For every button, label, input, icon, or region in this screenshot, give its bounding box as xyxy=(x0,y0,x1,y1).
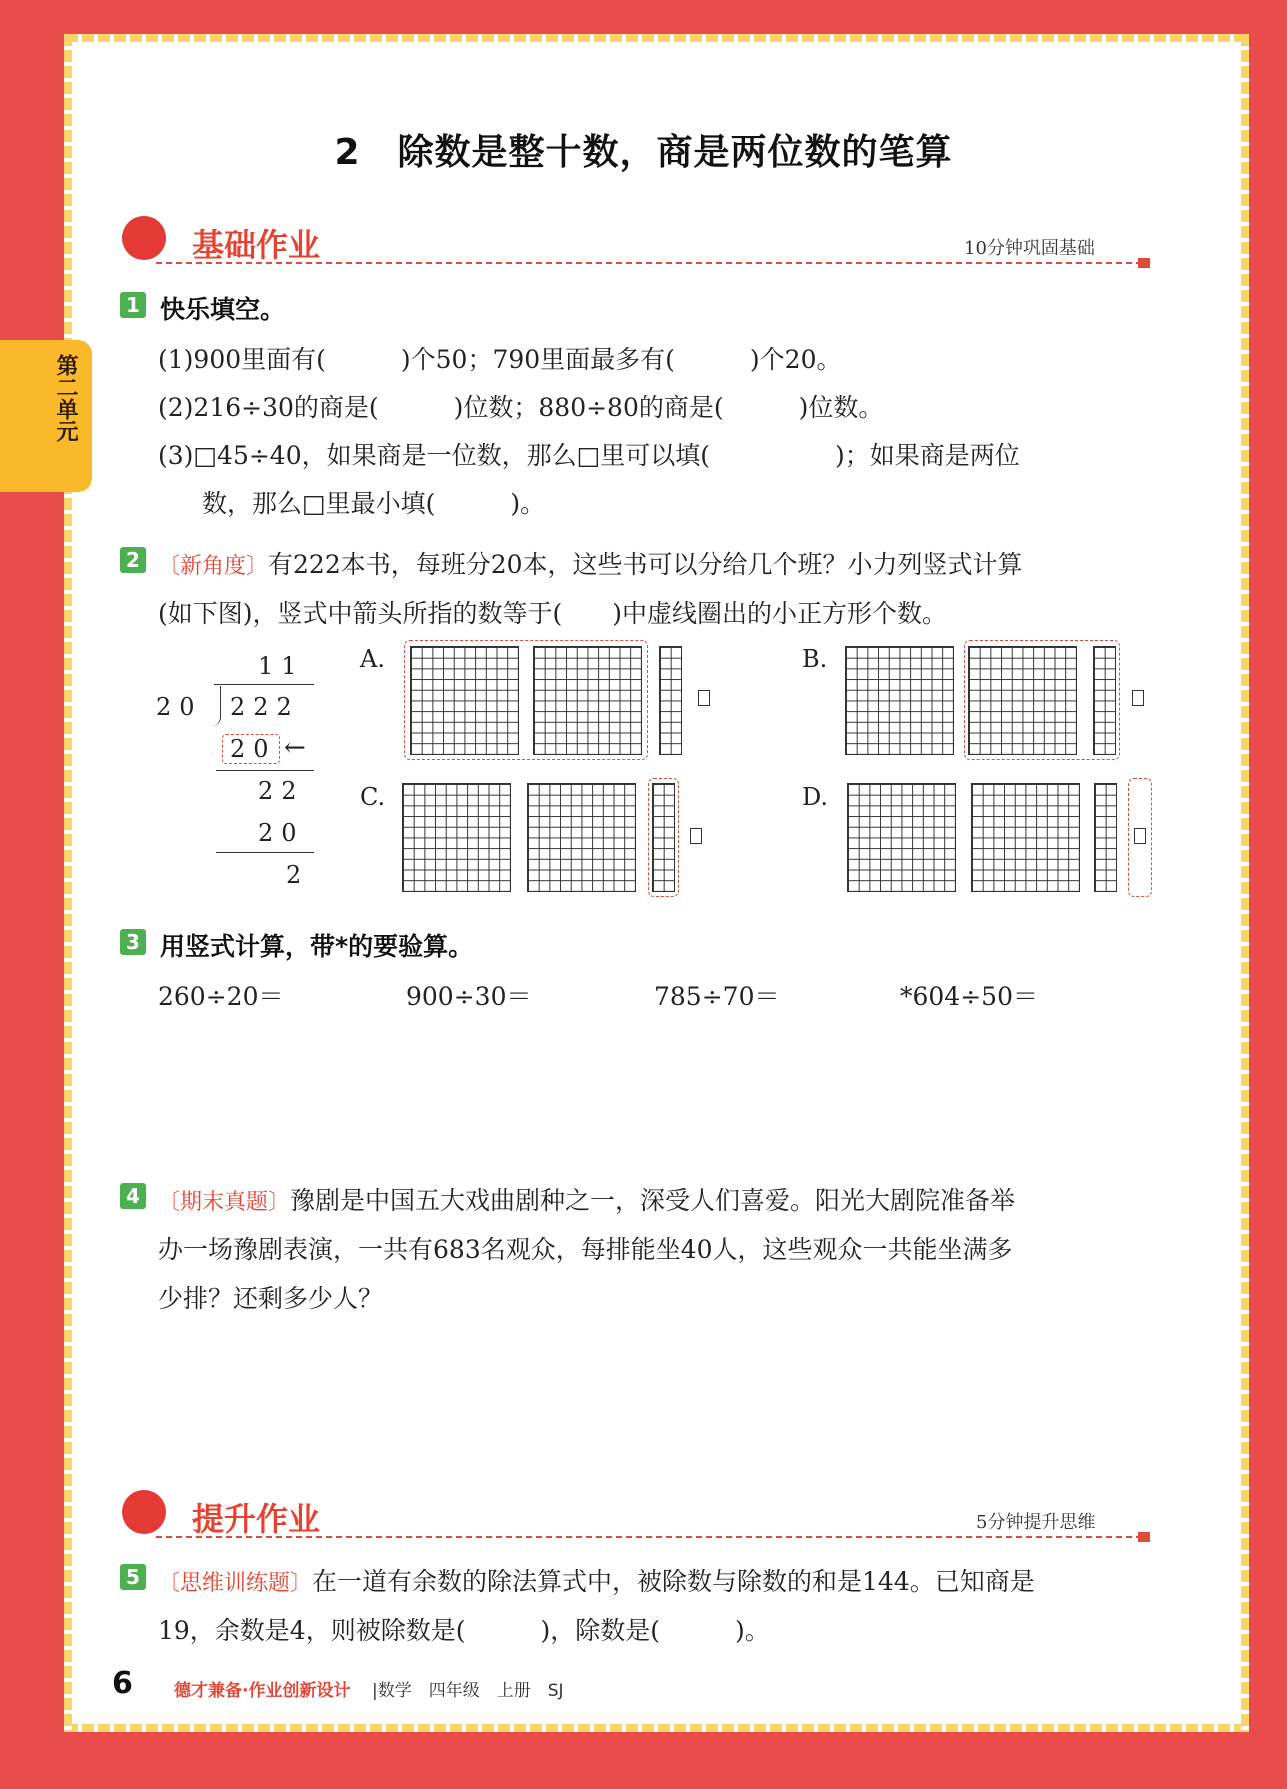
unit-square xyxy=(690,828,702,844)
border-bottom xyxy=(66,1724,1247,1732)
section-note-basic: 10分钟巩固基础 xyxy=(964,238,1095,259)
question-text: 豫剧是中国五大戏曲剧种之一，深受人们喜爱。阳光大剧院准备举 xyxy=(290,1186,1016,1215)
border-left xyxy=(64,34,72,1732)
option-c-label[interactable]: C. xyxy=(360,783,386,811)
option-b-label[interactable]: B. xyxy=(802,645,828,673)
question-number: 5 xyxy=(120,1564,146,1590)
question-line: (如下图)，竖式中箭头所指的数等于( )中虚线圈出的小正方形个数。 xyxy=(158,599,948,628)
unit-square xyxy=(1134,828,1146,844)
question-number: 4 xyxy=(120,1183,146,1209)
unit-tab xyxy=(0,340,92,492)
division-step: 20 xyxy=(230,735,277,763)
section-divider xyxy=(156,262,1142,264)
question-number: 1 xyxy=(120,292,146,318)
division-quotient: 11 xyxy=(258,652,305,680)
section-note-advanced: 5分钟提升思维 xyxy=(976,1512,1096,1533)
hundred-grid xyxy=(968,646,1077,755)
hundred-grid xyxy=(971,783,1080,892)
division-step: 20 xyxy=(258,819,305,847)
question-heading: 快乐填空。 xyxy=(160,295,286,324)
arrow-icon: ← xyxy=(284,733,306,763)
divider-end xyxy=(1138,258,1150,268)
section-title-advanced: 提升作业 xyxy=(192,1500,321,1538)
question-tag: 〔新角度〕 xyxy=(158,554,269,579)
division-rule xyxy=(216,770,314,771)
border-top xyxy=(66,34,1247,42)
division-dividend: 222 xyxy=(230,693,300,721)
hundred-grid xyxy=(845,646,954,755)
question-line: 数，那么□里最小填( )。 xyxy=(202,489,546,518)
footer-brand: 德才兼备·作业创新设计 xyxy=(174,1681,351,1701)
page-title: 2 除数是整十数，商是两位数的笔算 xyxy=(334,132,953,173)
question-line: (3)□45÷40，如果商是一位数，那么□里可以填( )；如果商是两位 xyxy=(158,441,1020,470)
division-remainder: 2 xyxy=(286,861,310,889)
division-step: 22 xyxy=(258,777,305,805)
question-number: 3 xyxy=(120,929,146,955)
ten-column xyxy=(1093,646,1116,755)
section-divider xyxy=(156,1536,1142,1538)
question-line: 19，余数是4，则被除数是( )，除数是( )。 xyxy=(158,1616,770,1645)
question-text: 在一道有余数的除法算式中，被除数与除数的和是144。已知商是 xyxy=(312,1567,1035,1596)
question-line: 少排？还剩多少人？ xyxy=(158,1284,384,1313)
division-rule xyxy=(216,852,314,853)
hundred-grid xyxy=(533,646,642,755)
ten-column xyxy=(652,783,675,892)
ten-column xyxy=(659,646,682,755)
hundred-grid xyxy=(402,783,511,892)
question-tag: 〔思维训练题〕 xyxy=(158,1571,313,1596)
lamp-icon xyxy=(122,1490,166,1534)
calc-item: 900÷30＝ xyxy=(406,982,532,1011)
question-tag: 〔期末真题〕 xyxy=(158,1190,291,1215)
divider-end xyxy=(1138,1532,1150,1542)
division-bracket xyxy=(212,686,221,726)
question-line: 办一场豫剧表演，一共有683名观众，每排能坐40人，这些观众一共能坐满多 xyxy=(158,1235,1013,1264)
section-title-basic: 基础作业 xyxy=(192,226,321,264)
question-line: (2)216÷30的商是( )位数；880÷80的商是( )位数。 xyxy=(158,393,884,422)
border-right xyxy=(1241,34,1249,1732)
calc-item: 785÷70＝ xyxy=(654,982,780,1011)
option-a-label[interactable]: A. xyxy=(360,645,385,673)
hundred-grid xyxy=(410,646,519,755)
unit-square xyxy=(698,690,710,706)
ten-column xyxy=(1094,783,1117,892)
division-bar xyxy=(214,684,314,685)
question-number: 2 xyxy=(120,547,146,573)
question-line: (1)900里面有( )个50；790里面最多有( )个20。 xyxy=(158,345,842,374)
question-text: 有222本书，每班分20本，这些书可以分给几个班？小力列竖式计算 xyxy=(268,550,1023,579)
page-number: 6 xyxy=(112,1666,133,1701)
lamp-icon xyxy=(122,216,166,260)
unit-square xyxy=(1132,690,1144,706)
footer-info: |数学 四年级 上册 SJ xyxy=(372,1681,564,1701)
division-divisor: 20 xyxy=(156,693,203,721)
unit-tab-label: 第二单元 xyxy=(53,354,78,442)
question-heading: 用竖式计算，带*的要验算。 xyxy=(160,932,474,961)
option-d-label[interactable]: D. xyxy=(802,783,829,811)
hundred-grid xyxy=(527,783,636,892)
hundred-grid xyxy=(847,783,956,892)
calc-item: *604÷50＝ xyxy=(900,982,1038,1011)
calc-item: 260÷20＝ xyxy=(158,982,284,1011)
